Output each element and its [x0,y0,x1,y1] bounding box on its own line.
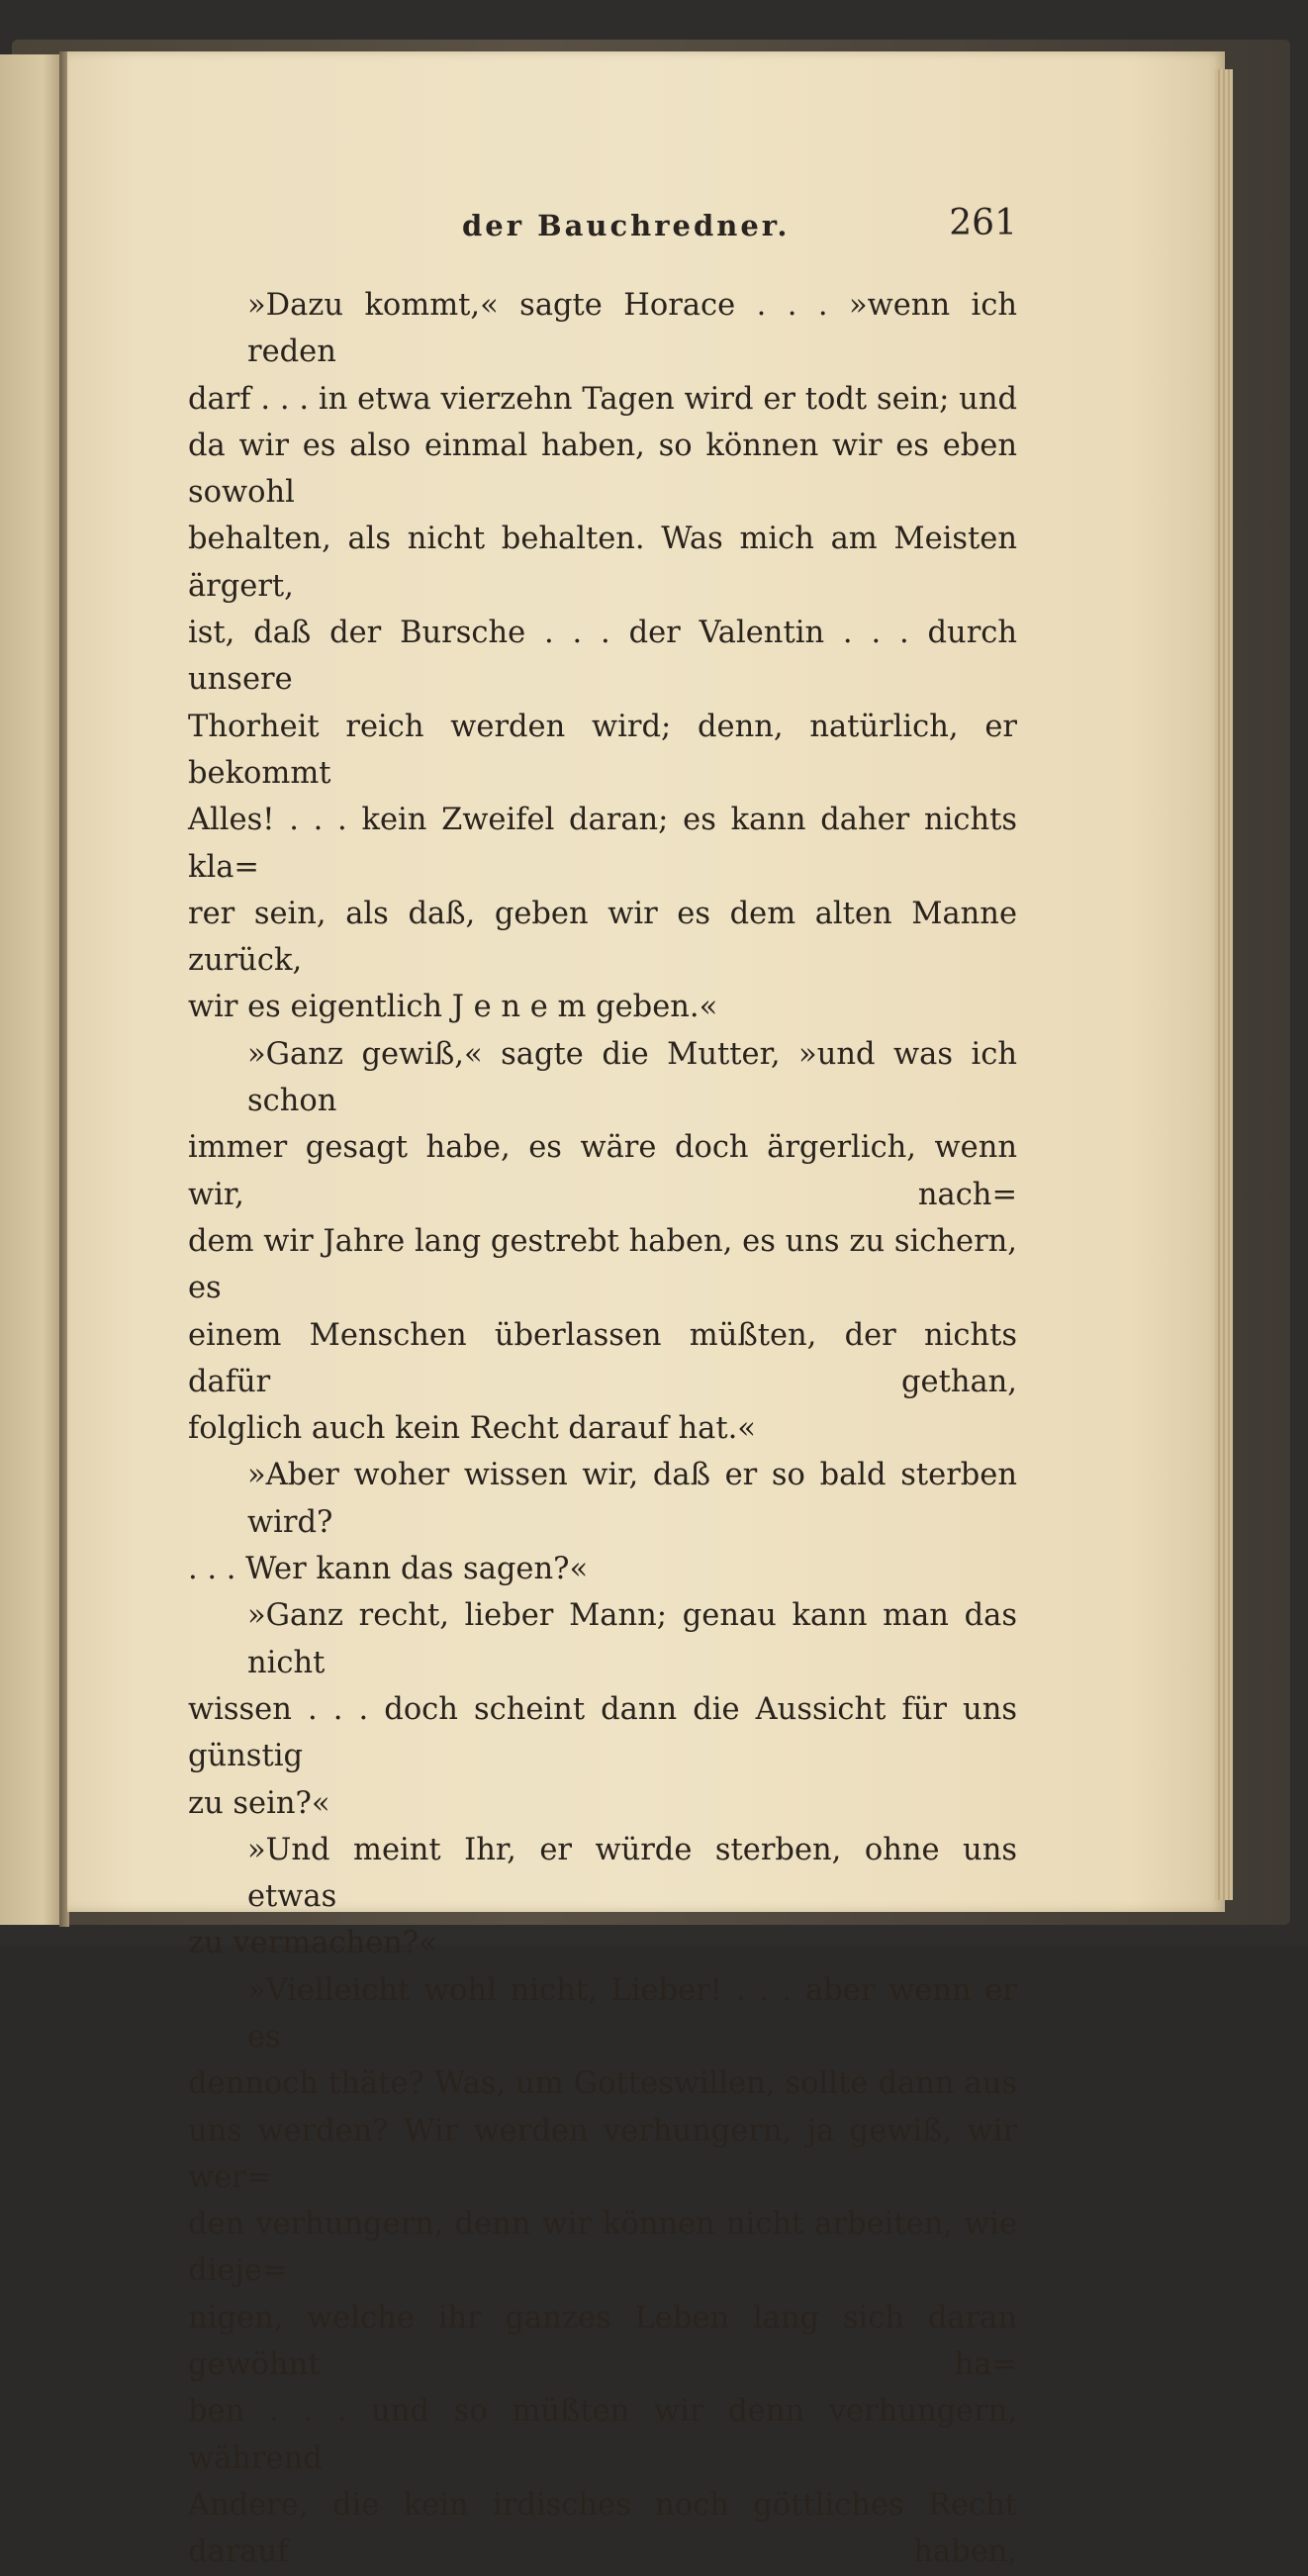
text-line: Thorheit reich werden wird; denn, natürlich, er bekommt [188,709,1017,791]
text-line: rer sein, als daß, geben wir es dem alten Manne zurück, [188,896,1017,979]
page-number: 261 [949,203,1017,243]
text-line: folglich auch kein Recht darauf hat.« [188,1411,756,1447]
text-line: wir es eigentlich J e n e m geben.« [188,990,718,1025]
text-line: zu vermachen?« [188,1926,437,1961]
text-line: »Aber woher wissen wir, daß er so bald sterben wird? [247,1458,1017,1540]
text-line: »Ganz gewiß,« sagte die Mutter, »und was ich schon [247,1036,1017,1119]
text-line: uns werden? Wir werden verhungern, ja gewiß, wir wer= [188,2113,1017,2195]
text-line: darf . . . in etwa vierzehn Tagen wird er todt sein; und [188,381,1017,417]
text-line: »Ganz recht, lieber Mann; genau kann man das nicht [247,1598,1017,1680]
text-line: immer gesagt habe, es wäre doch ärgerlich, wenn wir, nach= [188,1130,1017,1212]
text-line: ben . . . und so müßten wir denn verhungern, während [188,2394,1017,2476]
page-header [188,203,1017,252]
text-line: . . . Wer kann das sagen?« [188,1552,589,1587]
text-line: »Dazu kommt,« sagte Horace . . . »wenn ich reden [247,288,1017,370]
text-line: Andere, die kein irdisches noch göttliches Recht darauf haben, [188,2487,1017,2570]
text-line: den verhungern, denn wir können nicht arbeiten, wie dieje= [188,2207,1017,2289]
text-line: zu sein?« [188,1785,330,1821]
text-line: »Vielleicht wohl nicht, Lieber! . . . aber wenn er es [247,1972,1017,2054]
body-text [188,282,1017,2576]
text-line: behalten, als nicht behalten. Was mich am Meisten ärgert, [188,522,1017,604]
running-title: der Bauchredner. [462,209,791,242]
text-line: ist, daß der Bursche . . . der Valentin . . . durch unsere [188,616,1017,698]
page-stack-edge [1215,69,1233,1900]
text-line: Alles! . . . kein Zweifel daran; es kann daher nichts kla= [188,803,1017,885]
text-line: wissen . . . doch scheint dann die Aussicht für uns günstig [188,1691,1017,1774]
text-line: da wir es also einmal haben, so können wir es eben sowohl [188,428,1017,511]
text-line: »Und meint Ihr, er würde sterben, ohne uns etwas [247,1832,1017,1915]
text-line: dem wir Jahre lang gestrebt haben, es uns zu sichern, es [188,1223,1017,1306]
text-line: dennoch thäte? Was, um Gotteswillen, sollte dann aus [188,2066,1017,2102]
previous-page-edge [0,54,61,1925]
text-line: einem Menschen überlassen müßten, der nichts dafür gethan, [188,1317,1017,1399]
text-line: nigen, welche ihr ganzes Leben lang sich daran gewöhnt ha= [188,2300,1017,2383]
